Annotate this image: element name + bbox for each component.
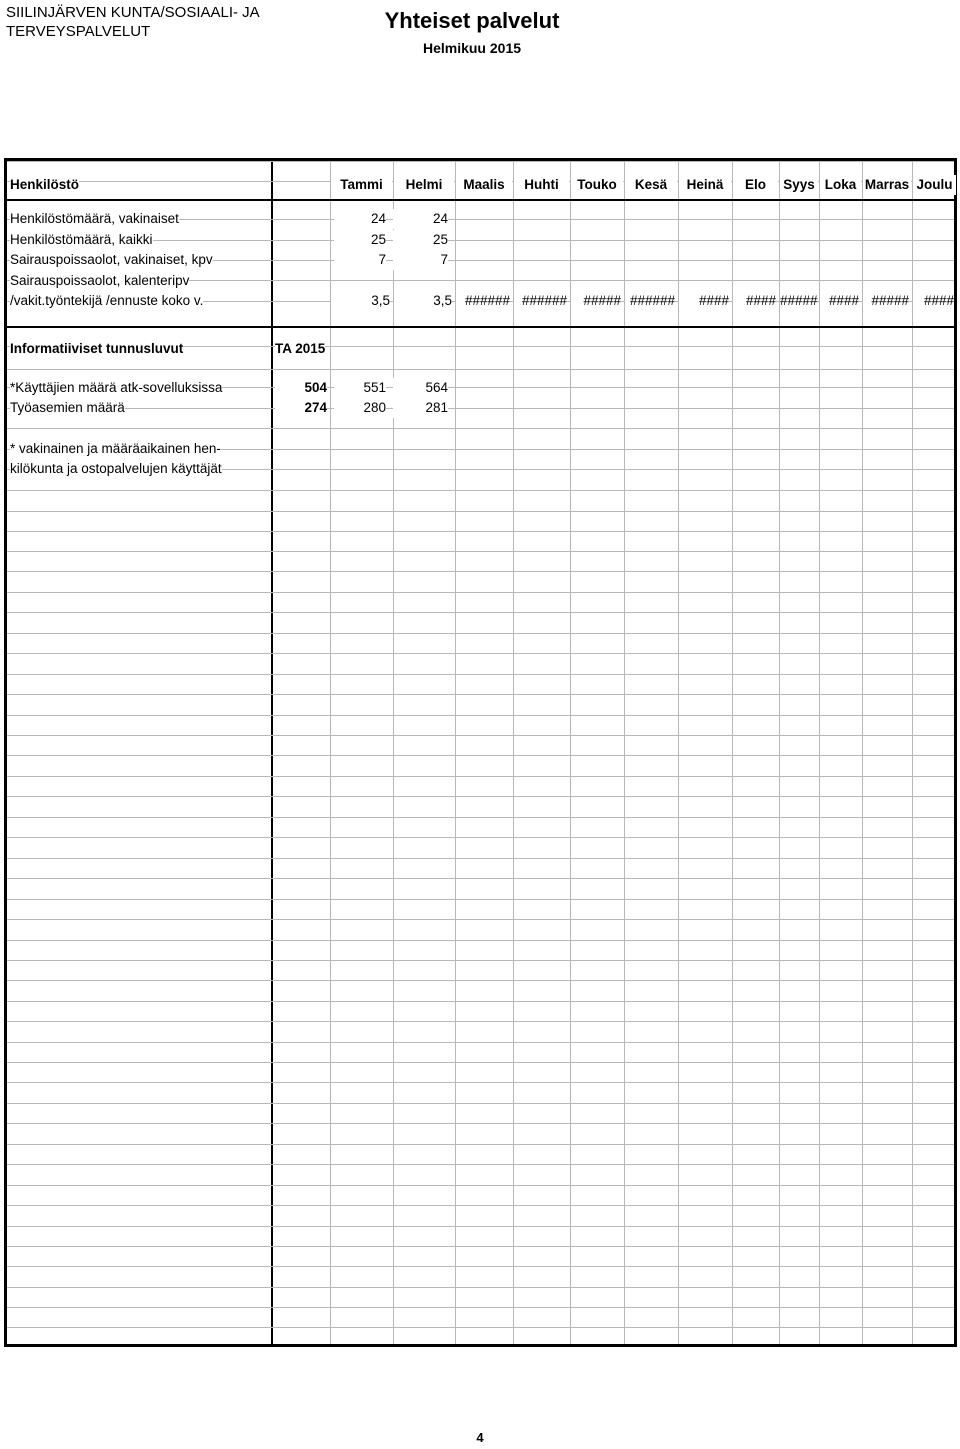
grid-row-line: [7, 531, 954, 532]
grid-column-line: [678, 161, 679, 1344]
grid-row-line: [7, 1287, 954, 1288]
sick-leave-value-tammi: 3,5: [331, 291, 390, 311]
info-row-label: Työasemien määrä: [10, 398, 125, 418]
month-header-touko: Touko: [571, 175, 623, 195]
grid-column-line: [393, 161, 394, 1344]
grid-column-line: [455, 161, 456, 1344]
grid-row-line: [7, 612, 954, 613]
grid-row-line: [7, 551, 954, 552]
grid-row-line: [7, 899, 954, 900]
grid-row-line: [7, 199, 954, 201]
grid-row-line: [7, 858, 954, 859]
info-ta-value: 274: [275, 398, 327, 418]
month-header-helmi: Helmi: [394, 175, 454, 195]
row-value-tammi: 7: [334, 250, 386, 270]
info-value-tammi: 280: [334, 398, 386, 418]
sick-leave-value-kesä: ######: [625, 291, 675, 311]
sick-leave-value-loka: ####: [820, 291, 859, 311]
grid-row-line: [7, 1185, 954, 1186]
grid-column-line: [732, 161, 733, 1344]
grid-row-line: [7, 878, 954, 879]
grid-column-line: [513, 161, 514, 1344]
grid-row-line: [7, 1327, 954, 1328]
month-header-kesä: Kesä: [625, 175, 677, 195]
page-number: 4: [476, 1430, 484, 1445]
grid-row-line: [7, 1062, 954, 1063]
row-value-tammi: 25: [334, 230, 386, 250]
grid-row-line: [7, 369, 954, 370]
info-row-label: *Käyttäjien määrä atk-sovelluksissa: [10, 378, 222, 398]
grid-row-line: [7, 1164, 954, 1165]
grid-row-line: [7, 1021, 954, 1022]
footnote: * vakinainen ja määräaikainen hen-: [10, 439, 221, 459]
month-header-huhti: Huhti: [514, 175, 569, 195]
grid-row-line: [7, 674, 954, 675]
sick-leave-value-huhti: ######: [514, 291, 567, 311]
grid-row-line: [7, 1103, 954, 1104]
ta-column-header: TA 2015: [275, 339, 325, 359]
sick-leave-value-joulu: ####: [913, 291, 954, 311]
sick-leave-value-syys: #####: [780, 291, 816, 311]
month-header-elo: Elo: [733, 175, 778, 195]
grid-row-line: [7, 511, 954, 512]
grid-row-line: [7, 1266, 954, 1267]
grid-column-line: [570, 161, 571, 1344]
sick-leave-value-touko: #####: [571, 291, 621, 311]
grid-row-line: [7, 980, 954, 981]
grid-row-line: [7, 940, 954, 941]
footnote: kilökunta ja ostopalvelujen käyttäjät: [10, 459, 222, 479]
grid-row-line: [7, 571, 954, 572]
grid-row-line: [7, 1144, 954, 1145]
grid-column-line: [779, 161, 780, 1344]
sick-leave-value-heinä: ####: [679, 291, 729, 311]
month-header-maalis: Maalis: [456, 175, 512, 195]
grid-row-line: [7, 326, 954, 328]
row-value-tammi: 24: [334, 209, 386, 229]
grid-row-line: [7, 490, 954, 491]
section-title-info: Informatiiviset tunnusluvut: [10, 339, 183, 359]
page-title: Yhteiset palvelut: [384, 8, 560, 33]
grid-row-line: [7, 817, 954, 818]
month-header-tammi: Tammi: [331, 175, 392, 195]
grid-row-line: [7, 653, 954, 654]
grid-row-line: [7, 1123, 954, 1124]
grid-row-line: [7, 1001, 954, 1002]
row-label: /vakit.työntekijä /ennuste koko v.: [10, 291, 203, 311]
grid-row-line: [7, 1205, 954, 1206]
grid-row-line: [7, 1307, 954, 1308]
spreadsheet-grid: [4, 158, 957, 1347]
grid-column-line: [819, 161, 820, 1344]
row-value-helmi: 7: [393, 250, 448, 270]
month-header-joulu: Joulu: [913, 175, 956, 195]
grid-row-line: [7, 1042, 954, 1043]
grid-row-line: [7, 592, 954, 593]
row-label: Henkilöstömäärä, kaikki: [10, 230, 153, 250]
grid-column-line: [271, 161, 273, 1344]
grid-row-line: [7, 735, 954, 736]
grid-row-line: [7, 428, 954, 429]
grid-row-line: [7, 755, 954, 756]
grid-row-line: [7, 408, 954, 409]
row-value-helmi: 24: [393, 209, 448, 229]
row-value-helmi: 25: [393, 230, 448, 250]
grid-row-line: [7, 633, 954, 634]
grid-column-line: [624, 161, 625, 1344]
row-label: Sairauspoissaolot, vakinaiset, kpv: [10, 250, 213, 270]
grid-column-line: [912, 161, 913, 1344]
grid-row-line: [7, 715, 954, 716]
grid-row-line: [7, 776, 954, 777]
grid-row-line: [7, 161, 954, 162]
row-label: Henkilöstömäärä, vakinaiset: [10, 209, 179, 229]
sick-leave-value-helmi: 3,5: [394, 291, 452, 311]
page-subtitle: Helmikuu 2015: [422, 40, 522, 56]
grid-row-line: [7, 694, 954, 695]
grid-row-line: [7, 1246, 954, 1247]
sick-leave-value-marras: #####: [863, 291, 909, 311]
row-label: Sairauspoissaolot, kalenteripv: [10, 271, 189, 291]
info-value-tammi: 551: [334, 378, 386, 398]
grid-column-line: [862, 161, 863, 1344]
grid-row-line: [7, 796, 954, 797]
info-ta-value: 504: [275, 378, 327, 398]
grid-column-line: [330, 161, 331, 1344]
grid-row-line: [7, 1226, 954, 1227]
month-header-marras: Marras: [863, 175, 911, 195]
sick-leave-value-elo: ####: [733, 291, 776, 311]
sick-leave-value-maalis: ######: [456, 291, 510, 311]
grid-row-line: [7, 919, 954, 920]
info-value-helmi: 281: [393, 398, 448, 418]
month-header-heinä: Heinä: [679, 175, 731, 195]
month-header-loka: Loka: [820, 175, 861, 195]
grid-row-line: [7, 837, 954, 838]
month-header-syys: Syys: [780, 175, 818, 195]
organization-name: SIILINJÄRVEN KUNTA/SOSIAALI- JA TERVEYSPALVELUT: [6, 4, 259, 40]
info-value-helmi: 564: [393, 378, 448, 398]
grid-row-line: [7, 1082, 954, 1083]
section-title-henkilosto: Henkilöstö: [10, 175, 79, 195]
grid-row-line: [7, 960, 954, 961]
